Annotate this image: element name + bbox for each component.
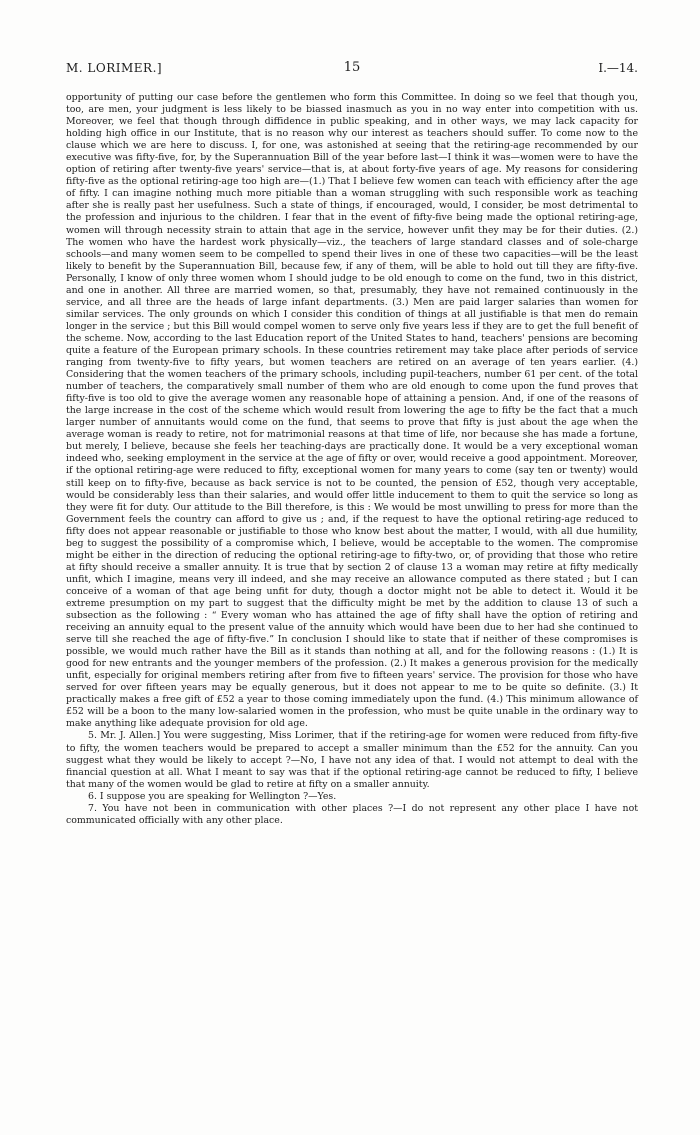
- paper-reference: I.—14.: [598, 61, 638, 75]
- question-5: 5. Mr. J. Allen.] You were suggesting, Miss Lorimer, that if the retiring-age for women were reduced from fifty-five to fifty, the women teachers would be prepared to accept a smaller minimum than the £52 for the annuity. Can you suggest what they would be likely to accept ?—No, I have not any idea of that. I would not attempt to deal with the financial question at all. What I meant to say was that if the optional retiring-age cannot be reduced to fifty, I believe that many of the women would be glad to retire at fifty on a smaller annuity.: [66, 730, 638, 790]
- page-header: [66, 60, 638, 76]
- page-number: 15: [343, 60, 361, 75]
- evidence-paragraph-continued: opportunity of putting our case before the gentlemen who form this Committee. In doing so we feel that though you, too, are men, your judgment is less likely to be biassed inasmuch as you in no way enter into competition with us. Moreover, we feel that though through diffidence in public speaking, and in other ways, we may lack capacity for holding high office in our Institute, that is no reason why our interest as teachers should suffer. To come now to the clause which we are here to discuss. I, for one, was astonished at seeing that the retiring-age recommended by our executive was fifty-five, for, by the Superannuation Bill of the year before last—I think it was—women were to have the option of retiring after twenty-five years' service—that is, at about forty-five years of age. My reasons for considering fifty-five as the optional retiring-age too high are—(1.) That I believe few women can teach with efficiency after the age of fifty. I can imagine nothing much more pitiable than a woman struggling with such responsible work as teaching after she is really past her usefulness. Such a state of things, if encouraged, would, I consider, be most detrimental to the profession and injurious to the children. I fear that in the event of fifty-five being made the optional retiring-age, women will through necessity strain to attain that age in the service, however unfit they may be for their duties. (2.) The women who have the hardest work physically—viz., the teachers of large standard classes and of sole-charge schools—and many women seem to be compelled to spend their lives in one of these two capacities—will be the least likely to benefit by the Superannuation Bill, because few, if any of them, will be able to hold out till they are fifty-five. Personally, I know of only three women whom I should judge to be old enough to come on the fund, two in this district, and one in another. All three are married women, so that, presumably, they have not remained continuously in the service, and all three are the heads of large infant departments. (3.) Men are paid larger salaries than women for similar services. The only grounds on which I consider this condition of things at all justifiable is that men do remain longer in the service ; but this Bill would compel women to serve only five years less if they are to get the full benefit of the scheme. Now, according to the last Education report of the United States to hand, teachers' pensions are becoming quite a feature of the European primary schools. In these countries retirement may take place after periods of service ranging from twenty-five to fifty years, but women teachers are retired on an average of ten years earlier. (4.) Considering that the women teachers of the primary schools, including pupil-teachers, number 61 per cent. of the total number of teachers, the comparatively small number of them who are old enough to come upon the fund proves that fifty-five is too old to give the average women any reasonable hope of attaining a pension. And, if one of the reasons of the large increase in the cost of the scheme which would result from lowering the age to fifty be the fact that a much larger number of annuitants would come on the fund, that seems to prove that fifty is just about the age when the average woman is ready to retire, not for matrimonial reasons at that time of life, nor because she has made a fortune, but merely, I believe, because she feels her teaching-days are practically done. It would be a very exceptional woman indeed who, seeking employment in the service at the age of fifty or over, would receive a good appointment. Moreover, if the optional retiring-age were reduced to fifty, exceptional women for many years to come (say ten or twenty) would still keep on to fifty-five, because as back service is not to be counted, the pension of £52, though very acceptable, would be considerably less than their salaries, and would offer little inducement to them to quit the service so long as they were fit for duty. Our attitude to the Bill therefore, is this : We would be most unwilling to press for more than the Government feels the country can afford to give us ; and, if the request to have the optional retiring-age reduced to fifty does not appear reasonable or justifiable to those who know best about the matter, I would, with all due humility, beg to suggest the possibility of a compromise which, I believe, would be acceptable to the women. The compromise might be either in the direction of reducing the optional retiring-age to fifty-two, or, of providing that those who retire at fifty should receive a smaller annuity. It is true that by section 2 of clause 13 a woman may retire at fifty medically unfit, which I imagine, means very ill indeed, and she may receive an allowance computed as there stated ; but I can conceive of a woman of that age being unfit for duty, though a doctor might not be able to detect it. Would it be extreme presumption on my part to suggest that the difficulty might be met by the addition to clause 13 of such a subsection as the following : “ Every woman who has attained the age of fifty shall have the option of retiring and receiving an annuity equal to the present value of the annuity which would have been due to her had she continued to serve till she reached the age of fifty-five.” In conclusion I should like to state that if neither of these compromises is possible, we would much rather have the Bill as it stands than nothing at all, and for the following reasons : (1.) It is good for new entrants and the younger members of the profession. (2.) It makes a generous provision for the medically unfit, especially for original members retiring after from five to fifteen years' service. The provision for those who have served for over fifteen years may be equally generous, but it does not appear to me to be quite so definite. (3.) It practically makes a free gift of £52 a year to those coming immediately upon the fund. (4.) This minimum allowance of £52 will be a boon to the many low-salaried women in the profession, who must be quite unable in the ordinary way to make anything like adequate provision for old age.: [66, 92, 638, 730]
- document-body: [66, 92, 638, 827]
- question-7: 7. You have not been in communication with other places ?—I do not represent any other place I have not communicated officially with any other place.: [66, 802, 638, 826]
- header-witness-name: M. LORIMER.]: [66, 61, 163, 75]
- question-6: 6. I suppose you are speaking for Wellington ?—Yes.: [88, 790, 337, 802]
